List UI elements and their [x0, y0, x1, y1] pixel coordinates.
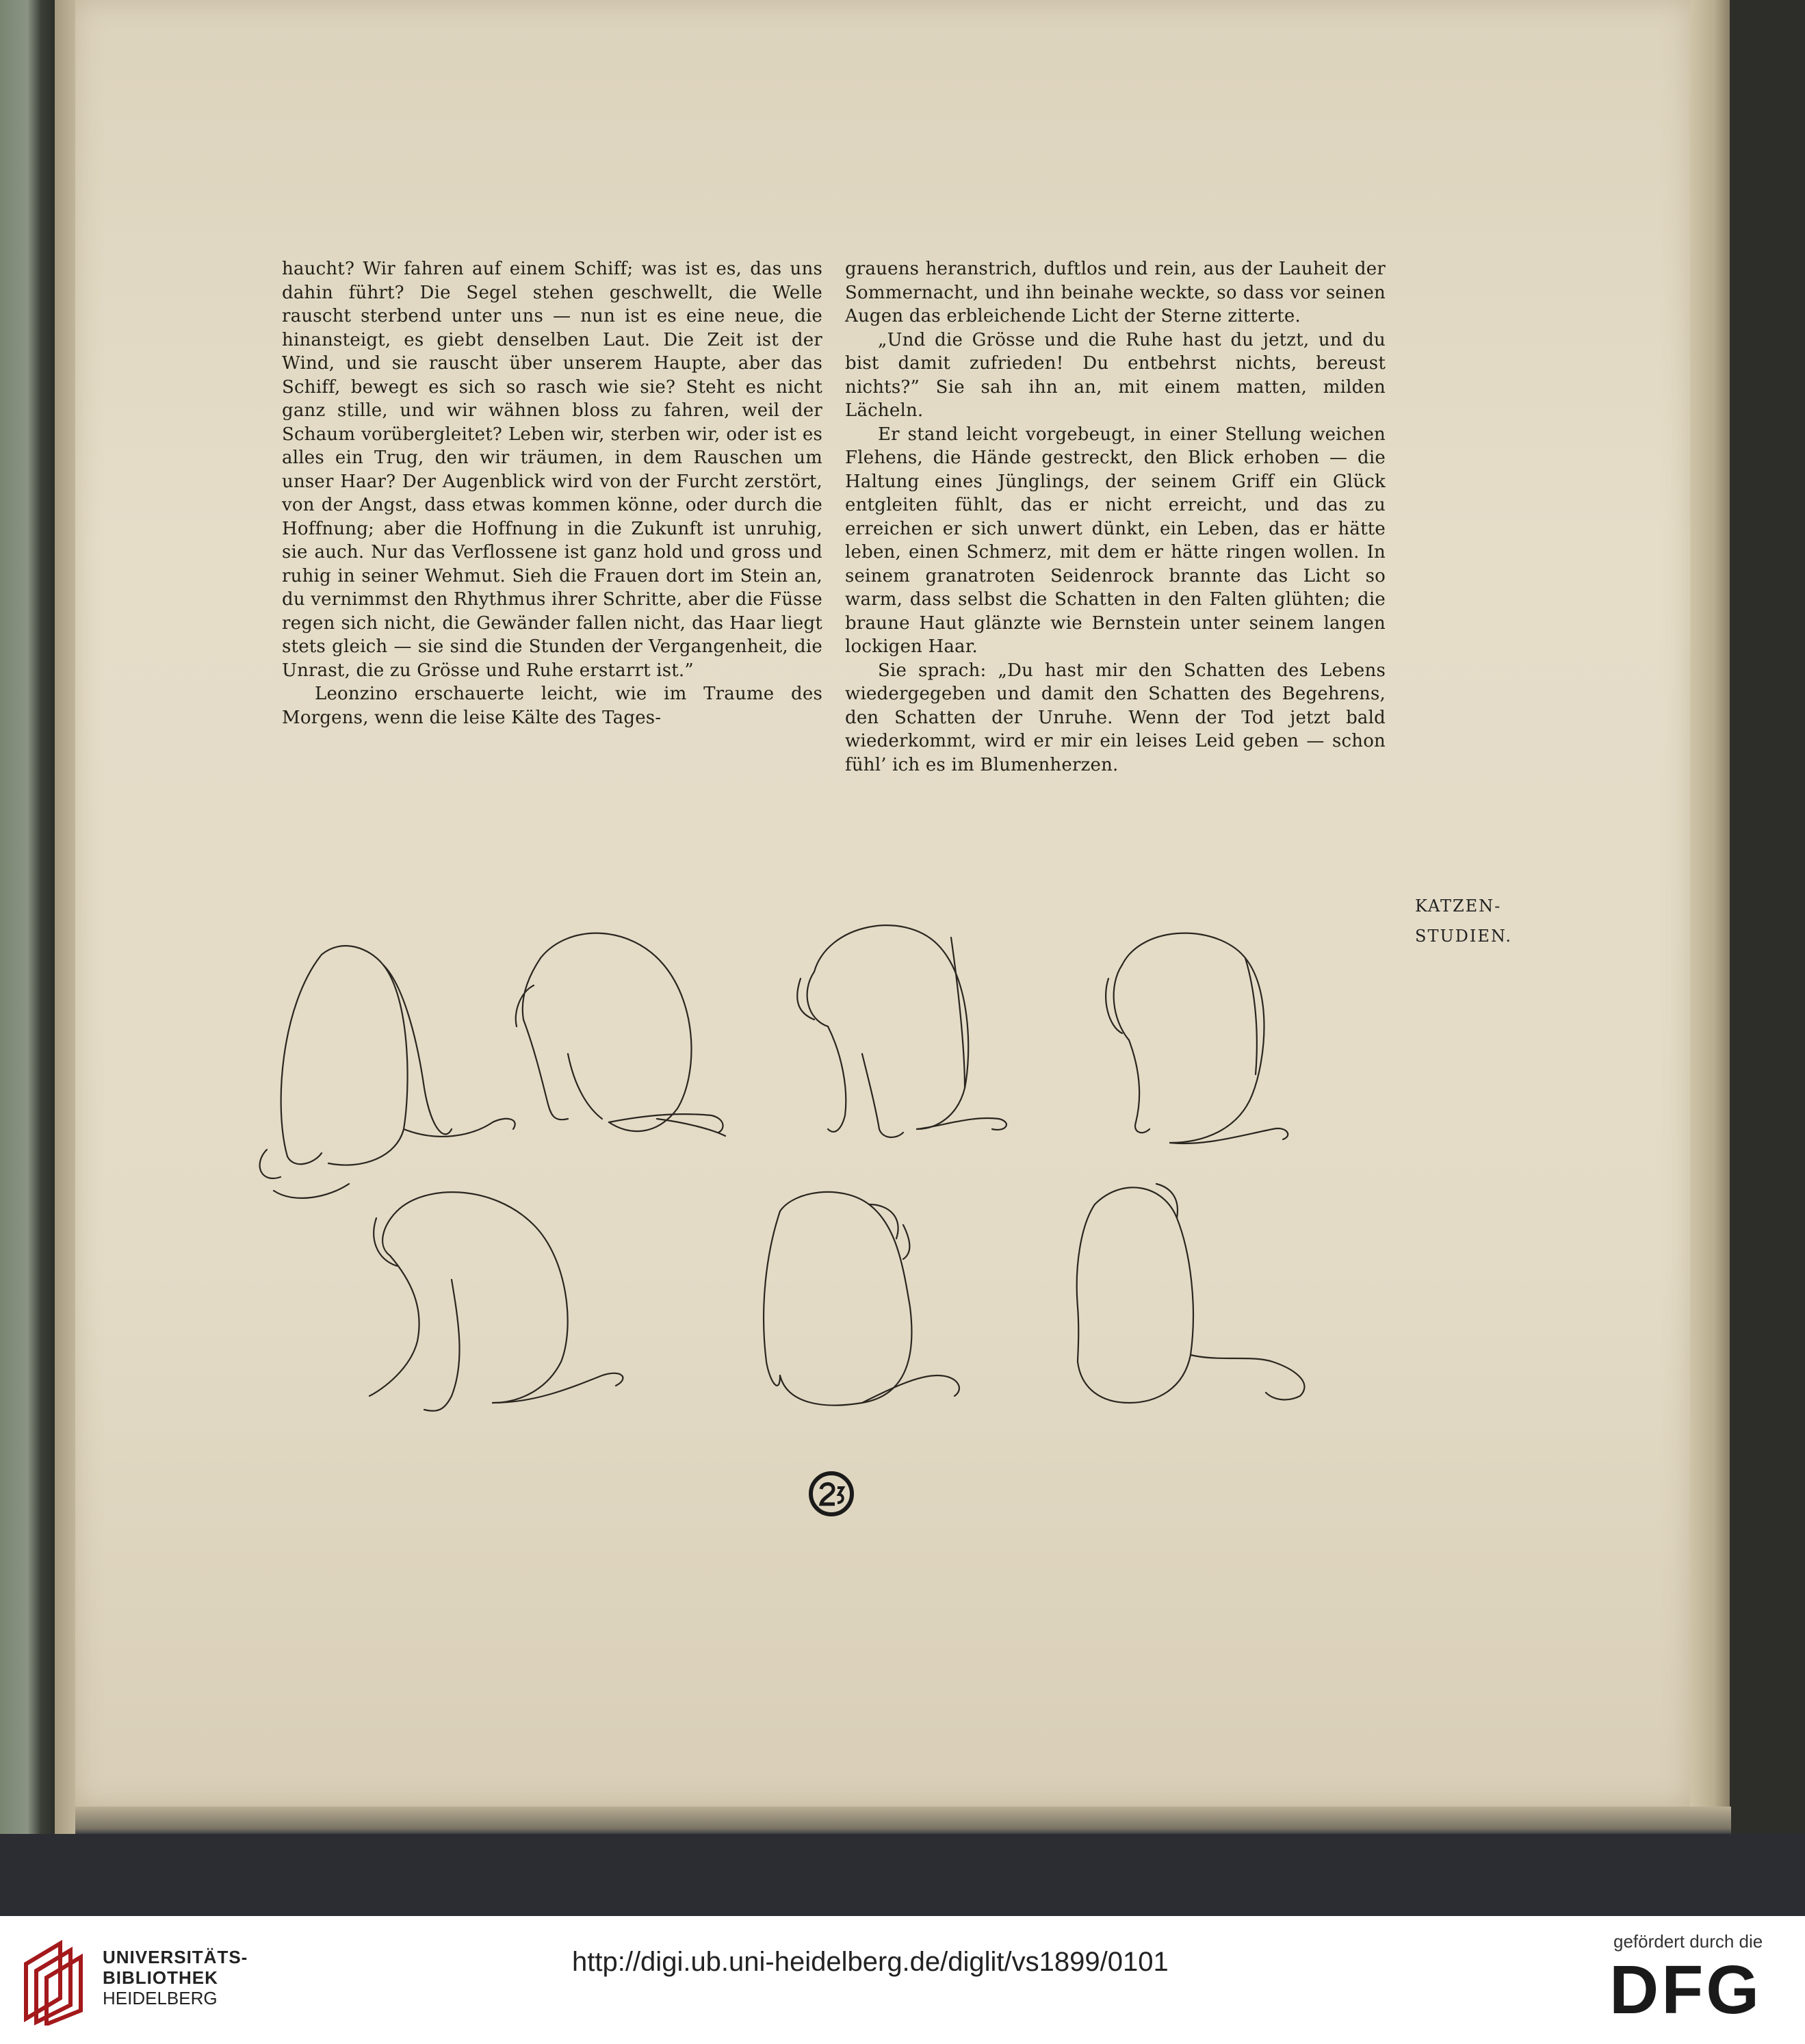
- page-edge: [1690, 0, 1730, 1820]
- book-cover: [0, 1834, 1805, 1916]
- cat-sketch: [1106, 933, 1288, 1143]
- funding-label: gefördert durch die: [1613, 1931, 1763, 1952]
- text-column-right: [845, 257, 1386, 777]
- paragraph: Leonzino erschauerte leicht, wie im Traume des Morgens, wenn die leise Kälte des Tages-: [282, 684, 822, 728]
- cat-sketch: [1077, 1184, 1305, 1403]
- paragraph: Sie sprach: „Du hast mir den Schatten des Lebens wiedergegeben und damit den Schatten des Begehrens, den Schatten der Unruhe. Wenn der Tod jetzt bald wiederkommt, wird er mir ein leises Leid geben — schon fühl’ ich es im Blumenherzen.: [845, 660, 1386, 775]
- cat-sketch: [797, 925, 1007, 1137]
- paragraph: haucht? Wir fahren auf einem Schiff; was ist es, das uns dahin führt? Die Segel stehen geschwellt, die Welle rauscht sterbend unter uns — nun ist es eine neue, die hinansteigt, es giebt denselben Laut. Die Zeit ist der Wind, und sie rauscht über unserem Haupte, aber das Schiff, bewegt es sich so rasch wie sie? Steht es nicht ganz stille, und wir wähnen bloss zu fahren, weil der Schaum vorübergleitet? Leben wir, sterben wir, oder ist es alles ein Trug, den wir träumen, in dem Rauschen um unser Haar? Der Augenblick wird von der Furcht zerstört, von der Angst, dass etwas kommen könne, oder durch die Hoffnung; aber die Hoffnung in die Zukunft ist unruhig, sie auch. Nur das Verflossene ist ganz hold und gross und ruhig in seiner Wehmut. Sieh die Frauen dort im Stein an, du vernimmst den Rhythmus ihrer Schritte, aber die Füsse regen sich nicht, die Gewänder fallen nicht, das Haar liegt stets gleich — sie sind die Stunden der Vergangenheit, die Unrast, die zu Grösse und Ruhe erstarrt ist.”: [282, 259, 822, 681]
- monogram-icon: [807, 1470, 855, 1518]
- library-line: HEIDELBERG: [103, 1988, 218, 2008]
- library-line: UNIVERSITÄTS-: [103, 1947, 248, 1967]
- paragraph: grauens heranstrich, duftlos und rein, aus der Lauheit der Sommernacht, und ihn beinahe weckte, so dass vor seinen Augen das erbleichende Licht der Sterne zitterte.: [845, 259, 1386, 326]
- permalink[interactable]: http://digi.ub.uni-heidelberg.de/diglit/vs1899/0101: [572, 1947, 1169, 1977]
- cat-sketch: [764, 1192, 959, 1406]
- paragraph: „Und die Grösse und die Ruhe hast du jetzt, und du bist damit zufrieden! Du entbehrst nichts, bereust nichts?” Sie sah ihn an, mit einem matten, milden Lächeln.: [845, 329, 1386, 421]
- dfg-logo: DFG: [1609, 1952, 1763, 2028]
- caption-line: STUDIEN.: [1415, 927, 1513, 946]
- paragraph: Er stand leicht vorgebeugt, in einer Stellung weichen Flehens, die Hände gestreckt, den Blick erhoben — die Haltung eines Jünglings, der seinem Griff ein Glück entgleiten fühlt, das er nicht erreicht, und das zu erreichen er sich unwert dünkt, ein Leben, das er hätte leben, einen Schmerz, mit dem er hätte ringen wollen. In seinem granatroten Seidenrock brannte das Licht so warm, dass selbst die Schatten in den Falten glühten; die braune Haut glänzte wie Bernstein unter seinem langen lockigen Haar.: [845, 424, 1386, 657]
- ub-heidelberg-logo-icon: [19, 1937, 88, 2026]
- library-line: BIBLIOTHEK: [103, 1967, 218, 1988]
- cat-sketch: [260, 946, 515, 1198]
- page-bottom-edge: [75, 1807, 1731, 1834]
- library-name: [103, 1947, 248, 2008]
- text-column-left: [282, 257, 822, 729]
- cat-sketch: [516, 933, 725, 1136]
- caption-line: KATZEN-: [1415, 896, 1502, 916]
- cat-sketch: [369, 1192, 623, 1411]
- cat-sketches-illustration: [246, 883, 1410, 1464]
- illustration-caption: [1415, 891, 1512, 951]
- footer-bar: [0, 1916, 1805, 2044]
